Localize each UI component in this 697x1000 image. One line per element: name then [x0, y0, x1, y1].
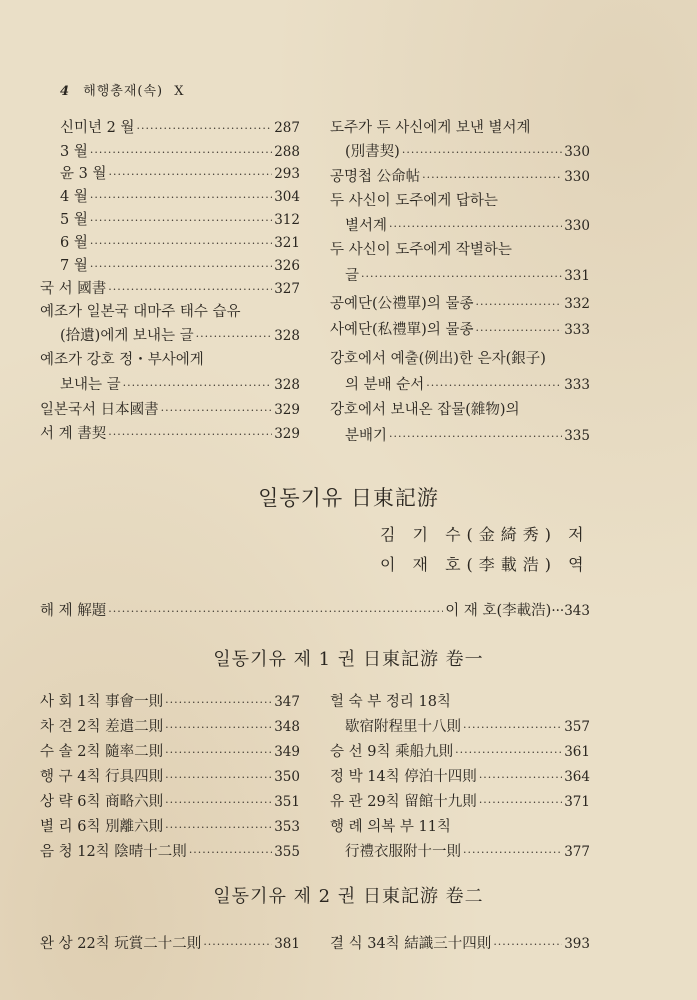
toc-entry: 정 박 14칙 停泊十四則 ····· 364 [330, 765, 590, 786]
toc-entry: 行禮衣服附十一則 ····· 377 [345, 840, 590, 861]
toc-entry-line: 예조가 강호 정・부사에게 [40, 352, 204, 368]
running-head [60, 80, 185, 99]
toc-entry: 신미년 2 월 ····· 287 [60, 116, 300, 137]
toc-entry: 공명첩 公命帖 ····· 330 [330, 165, 590, 186]
book-1-title: 일동기유 제 1 권 日東記游 卷一 [213, 649, 484, 670]
toc-entry-line: 행 례 의복 부 11칙 [330, 819, 451, 835]
toc-entry: 일본국서 日本國書 ····· 329 [40, 398, 300, 419]
commentary-entry: 해 제 解題 ····· 이 재 호(李載浩) ··· 343 [40, 599, 590, 620]
toc-entry: 5 월 ····· 312 [60, 208, 300, 229]
toc-entry: 공예단(公禮單)의 물종 ····· 332 [330, 292, 590, 313]
series-title: 해행총재(속) [83, 84, 164, 99]
book-2-title: 일동기유 제 2 권 日東記游 卷二 [213, 886, 484, 907]
toc-entry: 6 월 ····· 321 [60, 231, 300, 252]
toc-entry-line: 강호에서 예출(例出)한 은자(銀子) [330, 351, 546, 367]
toc-entry: 서 계 書契 ····· 329 [40, 422, 300, 443]
volume-number: X [174, 84, 185, 99]
toc-entry: 윤 3 월 ····· 293 [60, 162, 300, 183]
toc-entry: 행 구 4칙 行具四則 ····· 350 [40, 765, 300, 786]
toc-entry: 보내는 글 ····· 328 [60, 373, 300, 394]
toc-entry: 수 솔 2칙 隨率二則 ····· 349 [40, 740, 300, 761]
toc-entry: 의 분배 순서 ····· 333 [345, 373, 590, 394]
author-credit: 김 기 수(金綺秀) 저 [380, 525, 590, 544]
toc-entry: (拾遺)에게 보내는 글 ····· 328 [60, 324, 300, 345]
toc-entry: 별 리 6칙 別離六則 ····· 353 [40, 815, 300, 836]
toc-entry-line: 두 사신이 도주에게 답하는 [330, 193, 498, 209]
translator-credit: 이 재 호(李載浩) 역 [380, 555, 590, 574]
toc-entry: 글 ····· 331 [345, 264, 590, 285]
toc-entry: 7 월 ····· 326 [60, 254, 300, 275]
toc-entry-line: 강호에서 보내온 잡물(雜物)의 [330, 402, 520, 418]
toc-entry-line: 두 사신이 도주에게 작별하는 [330, 242, 512, 258]
toc-entry: 사예단(私禮單)의 물종 ····· 333 [330, 318, 590, 339]
toc-entry: 결 식 34칙 結識三十四則 ····· 393 [330, 932, 590, 953]
toc-entry: 상 략 6칙 商略六則 ····· 351 [40, 790, 300, 811]
toc-entry: (別書契) ····· 330 [345, 140, 590, 161]
toc-entry: 3 월 ····· 288 [60, 140, 300, 161]
toc-entry: 사 회 1칙 事會一則 ····· 347 [40, 690, 300, 711]
toc-entry: 4 월 ····· 304 [60, 185, 300, 206]
toc-entry: 국 서 國書 ····· 327 [40, 277, 300, 298]
toc-entry-line: 예조가 일본국 대마주 태수 습유 [40, 304, 241, 320]
toc-entry: 음 청 12칙 陰晴十二則 ····· 355 [40, 840, 300, 861]
page-number: 4 [60, 84, 71, 99]
toc-entry: 완 상 22칙 玩賞二十二則 ····· 381 [40, 932, 300, 953]
toc-entry: 歇宿附程里十八則 ····· 357 [345, 715, 590, 736]
toc-entry: 유 관 29칙 留館十九則 ····· 371 [330, 790, 590, 811]
section-title: 일동기유 日東記游 [258, 486, 439, 510]
toc-entry: 차 견 2칙 差遣二則 ····· 348 [40, 715, 300, 736]
toc-entry-line: 도주가 두 사신에게 보낸 별서계 [330, 120, 531, 136]
toc-entry: 별서계 ····· 330 [345, 214, 590, 235]
toc-entry: 분배기 ····· 335 [345, 424, 590, 445]
toc-entry: 승 선 9칙 乘船九則 ····· 361 [330, 740, 590, 761]
toc-entry-line: 헐 숙 부 정리 18칙 [330, 694, 451, 710]
